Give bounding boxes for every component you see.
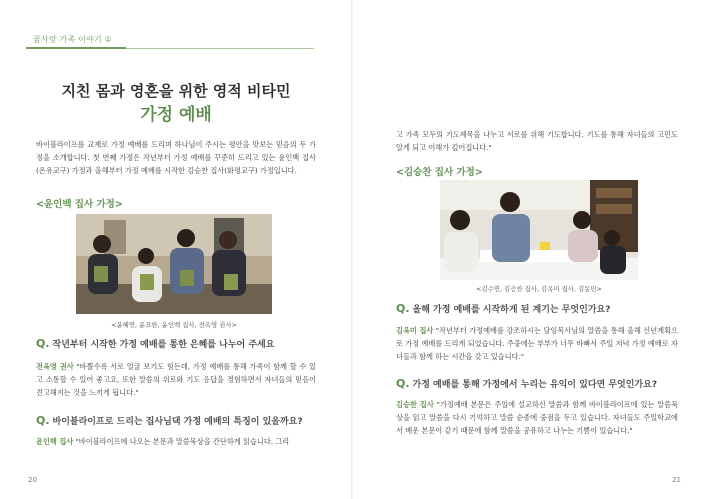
series-divider-accent (26, 47, 126, 49)
intro-paragraph: 바이블라이프를 교재로 가정 예배를 드리며 하나님이 주시는 평안을 맛보는 믿음의 두 가정을 소개합니다. 첫 번째 가정은 작년부터 가정 예배를 꾸준히 드리고 있는 윤인백 집사(온유교구) 가정과 올해부터 가정 예배를 시작한 김승찬 집사(화평교구) 가정입니다. (36, 140, 316, 175)
question-text: 가정 예배를 통해 가정에서 누리는 유익이 있다면 무엇인가요? (412, 380, 658, 390)
family-heading-kim: <김승찬 집사 가정> (396, 167, 483, 178)
article-subtitle: 가정 예배 (140, 105, 212, 125)
family-photo-yoon-image (76, 214, 272, 314)
q-mark: Q. (396, 377, 410, 390)
q-mark: Q. (36, 337, 50, 350)
question-2-right (396, 377, 686, 390)
answer-1-left (36, 360, 316, 399)
question-1-left (36, 337, 326, 350)
speaker-name: 김옥미 집사 (396, 326, 434, 335)
q-mark: Q. (396, 302, 410, 315)
series-label: 꿈사랑 가족 이야기 ① (33, 35, 113, 44)
question-text: 바이블라이프로 드리는 집사님댁 가정 예배의 특징이 있을까요? (52, 417, 303, 427)
answer-1-right (396, 324, 678, 363)
family-heading-yoon: <윤인백 집사 가정> (36, 199, 123, 210)
answer-text: "작년부터 가정예배를 강조하시는 담임목사님의 말씀을 통해 올해 신년계획으로 가정 예배를 드리게 되었습니다. 주중에는 부부가 너무 바빠서 주일 저녁 가정 예배로 자녀들과 함께 하는 시간을 갖고 있습니다." (396, 326, 678, 361)
question-1-right (396, 302, 686, 315)
family-photo-yoon (76, 214, 272, 314)
question-text: 올해 가정 예배를 시작하게 된 계기는 무엇인가요? (412, 305, 611, 315)
answer-2-left (36, 435, 326, 448)
speaker-name: 전옥영 권사 (36, 362, 74, 371)
right-page (352, 0, 704, 499)
photo-caption-kim: <김수연, 김승찬 집사, 김옥미 집사, 김동민> (476, 285, 602, 293)
page-number-right: 21 (672, 476, 681, 484)
question-text: 작년부터 시작한 가정 예배를 통한 은혜를 나누어 주세요 (52, 340, 275, 350)
family-photo-kim-image (440, 180, 638, 280)
answer-text: "바이블라이프에 나오는 본문과 말씀묵상을 간단하게 읽습니다. 그리 (73, 437, 290, 446)
answer-2-right (396, 398, 678, 437)
speaker-name: 윤인백 집사 (36, 437, 74, 446)
question-2-left (36, 414, 326, 427)
q-mark: Q. (36, 414, 50, 427)
answer-text: "바쁠수록 서로 얼굴 보기도 힘든데, 가정 예배를 통해 가족이 함께 할 수 있고 소통할 수 있어 좋고요, 또한 말씀의 위로와 기도 응답을 경험하면서 자녀들의 믿음이 견고해지는 것을 느끼게 됩니다." (36, 362, 316, 397)
article-title: 지친 몸과 영혼을 위한 영적 비타민 (61, 82, 291, 100)
speaker-name: 김승찬 집사 (396, 400, 434, 409)
family-photo-kim (440, 180, 638, 280)
answer-text: "가정예배 본문은 주일에 설교하신 말씀과 함께 바이블라이프에 있는 말씀묵상을 읽고 말씀을 다시 기억하고 말씀 순종에 중점을 두고 있습니다. 자녀들도 주일학교에서 배운 본문이 같기 때문에 함께 말씀을 공유하고 나누는 기쁨이 있습니다." (396, 400, 679, 435)
photo-caption-yoon: <윤혜연, 윤요한, 윤인백 집사, 전옥영 권사> (111, 321, 237, 329)
page-number-left: 20 (28, 476, 37, 484)
continuation-paragraph: 고 가족 모두의 기도제목을 나누고 서로를 위해 기도합니다. 기도를 통해 자녀들의 고민도 알게 되고 이해가 깊어집니다." (396, 130, 678, 152)
